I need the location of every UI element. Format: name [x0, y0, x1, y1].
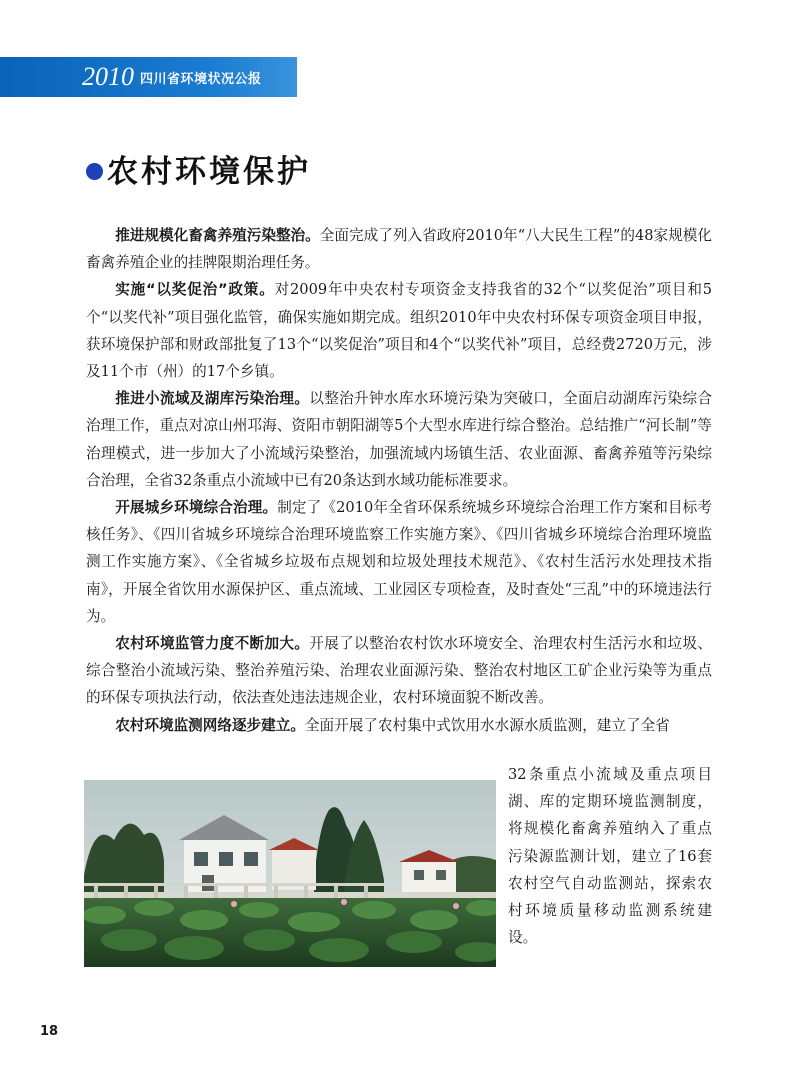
paragraph-lead: 推进规模化畜禽养殖污染整治。: [115, 227, 320, 244]
paragraph: [86, 494, 712, 630]
body-text: [86, 222, 712, 739]
report-header-banner: [0, 57, 297, 97]
paragraph: [86, 712, 712, 739]
header-year: 2010: [82, 62, 134, 91]
paragraph-lead: 农村环境监测网络逐步建立。: [115, 716, 305, 734]
paragraph: [86, 276, 712, 385]
paragraph: [86, 222, 712, 276]
paragraph: [86, 385, 712, 494]
paragraph-text: 对2009年中央农村专项资金支持我省的32个“以奖促治”项目和5个“以奖代补”项目强化监管，确保实施如期完成。组织2010年中央农村环保专项资金项目申报，获环境保护部和财政部批复了13个“以奖促治”项目和4个“以奖代补”项目，总经费2720万元，涉及11个市（州）的17个乡镇。: [86, 281, 712, 381]
paragraph-text: 以整治升钟水库水环境污染为突破口，全面启动湖库污染综合治理工作，重点对凉山州邛海、资阳市朝阳湖等5个大型水库进行综合整治。总结推广“河长制”等治理模式，进一步加大了小流域污染整治，加强流域内场镇生活、农业面源、畜禽养殖等污染综合治理，全省32条重点小流域中已有20条达到水域功能标准要求。: [86, 390, 712, 489]
paragraph-lead: 实施“以奖促治”政策。: [115, 281, 275, 299]
paragraph-text: 全面完成了列入省政府2010年“八大民生工程”的48家规模化畜禽养殖企业的挂牌限期治理任务。: [86, 227, 712, 272]
paragraph-text: 制定了《2010年全省环保系统城乡环境综合治理工作方案和目标考核任务》、《四川省城乡环境综合治理环境监察工作实施方案》、《四川省城乡环境综合治理环境监测工作实施方案》、《全省城乡垃圾布点规划和垃圾处理技术规范》、《农村生活污水处理技术指南》，开展全省饮用水源保护区、重点流域、工业园区专项检查，及时查处“三乱”中的环境违法行为。: [86, 499, 712, 625]
bullet-dot-icon: [86, 163, 103, 180]
header-title: 四川省环境状况公报: [140, 71, 262, 87]
page-number: 18: [40, 1024, 59, 1039]
section-title: 农村环境保护: [107, 153, 311, 190]
side-text: 32条重点小流域及重点项目湖、库的定期环境监测制度，将规模化畜禽养殖纳入了重点污染源监测计划，建立了16套农村空气自动监测站，探索农村环境质量移动监测系统建设。: [508, 766, 712, 947]
paragraph: [86, 630, 712, 712]
section-heading: [86, 148, 311, 188]
paragraph-text: 全面开展了农村集中式饮用水水源水质监测，建立了全省: [304, 716, 670, 734]
paragraph-lead: 推进小流域及湖库污染治理。: [115, 390, 310, 408]
paragraph-lead: 开展城乡环境综合治理。: [115, 499, 278, 517]
paragraph-text: 开展了以整治农村饮水环境安全、治理农村生活污水和垃圾、综合整治小流域污染、整治养殖污染、治理农业面源污染、整治农村地区工矿企业污染等为重点的环保专项执法行动，依法查处违法违规企业，农村环境面貌不断改善。: [86, 635, 712, 707]
paragraph-lead: 农村环境监管力度不断加大。: [115, 635, 310, 653]
photo-illustration: [84, 780, 496, 967]
rural-landscape-photo: [84, 780, 496, 967]
